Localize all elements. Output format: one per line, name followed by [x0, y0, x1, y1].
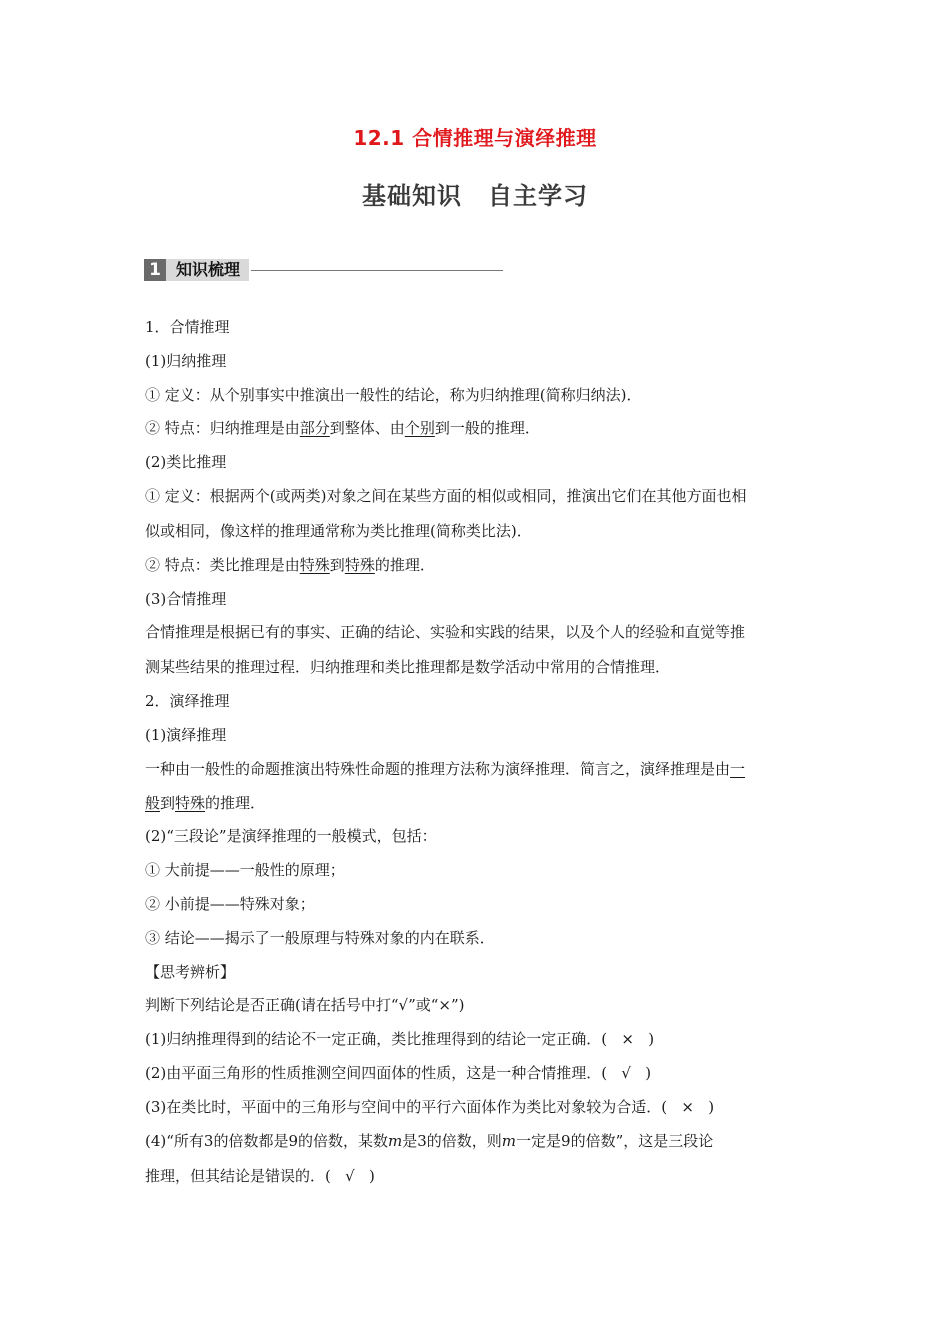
text-span: 一种由一般性的命题推演出特殊性命题的推理方法称为演绎推理．简言之，演绎推理是由: [145, 759, 731, 778]
blank-answer: 特殊: [175, 793, 206, 812]
text-span: 到一般的推理．: [434, 419, 540, 438]
question-4-line2: 推理，但其结论是错误的．( √ ): [145, 1166, 375, 1185]
blank-answer: 一: [730, 759, 746, 778]
answer-mark: ×: [621, 1030, 634, 1049]
plausible-paragraph-line2: 测某些结果的推理过程．归纳推理和类比推理都是数学活动中常用的合情推理．: [145, 658, 671, 677]
heading-2-2: (2)“三段论”是演绎推理的一般模式，包括：: [145, 827, 437, 846]
content-body: [145, 316, 810, 1198]
heading-2-1: (1)演绎推理: [145, 725, 227, 744]
text-span: ② 特点：归纳推理是由: [145, 419, 300, 438]
text-span: 一定是9的倍数”，这是三段论: [516, 1131, 714, 1150]
question-1: (1)归纳推理得到的结论不一定正确，类比推理得到的结论一定正确．( × ): [145, 1030, 655, 1049]
question-2: (2)由平面三角形的性质推测空间四面体的性质，这是一种合情推理．( √ ): [145, 1063, 652, 1082]
page-title: 12.1 合情推理与演绎推理: [353, 126, 597, 150]
section-number: 1: [144, 259, 166, 281]
section-divider: [251, 270, 503, 271]
section-header: [144, 259, 503, 281]
text-span: 是3的倍数，则: [402, 1131, 502, 1150]
blank-answer: 特殊: [344, 555, 375, 574]
question-text: (1)归纳推理得到的结论不一定正确，类比推理得到的结论一定正确．: [145, 1030, 602, 1049]
question-text: 推理，但其结论是错误的．: [145, 1166, 326, 1185]
syllogism-item-2: ② 小前提——特殊对象；: [145, 894, 315, 913]
variable: m: [501, 1131, 517, 1150]
heading-1-1: (1)归纳推理: [145, 351, 227, 370]
banner-left: 基础知识: [362, 182, 462, 210]
deduction-paragraph-line1: [145, 758, 810, 792]
analogy-feature: [145, 554, 810, 588]
induction-definition: ① 定义：从个别事实中推演出一般性的结论，称为归纳推理(简称归纳法)．: [145, 385, 642, 404]
analogy-definition-line1: ① 定义：根据两个(或两类)对象之间在某些方面的相似或相同，推演出它们在其他方面也相: [145, 486, 747, 505]
question-4-line1: [145, 1130, 810, 1165]
banner-right: 自主学习: [488, 182, 588, 210]
think-heading: 【思考辨析】: [145, 962, 236, 981]
heading-1: 1．合情推理: [145, 318, 230, 336]
heading-2: 2．演绎推理: [145, 692, 230, 711]
question-text: (3)在类比时，平面中的三角形与空间中的平行六面体作为类比对象较为合适．: [145, 1097, 662, 1116]
heading-1-2: (2)类比推理: [145, 453, 227, 472]
heading-1-3: (3)合情推理: [145, 589, 227, 608]
syllogism-item-1: ① 大前提——一般性的原理；: [145, 861, 345, 880]
section-banner: [0, 176, 950, 211]
blank-answer: 般: [145, 793, 161, 812]
text-span: 到: [329, 555, 345, 574]
think-intro: 判断下列结论是否正确(请在括号中打“√”或“×”): [145, 996, 465, 1015]
analogy-definition-line2: 似或相同，像这样的推理通常称为类比推理(简称类比法)．: [145, 521, 532, 540]
blank-answer: 个别: [404, 419, 435, 438]
variable: m: [388, 1131, 403, 1150]
text-span: (4)“所有3的倍数都是9的倍数，某数: [145, 1131, 389, 1150]
question-text: (2)由平面三角形的性质推测空间四面体的性质，这是一种合情推理．: [145, 1063, 602, 1082]
text-span: ② 特点：类比推理是由: [145, 555, 300, 574]
section-label: 知识梳理: [166, 259, 249, 281]
answer-mark: √: [621, 1063, 631, 1082]
deduction-paragraph-line2: [145, 792, 810, 826]
induction-feature: [145, 417, 810, 451]
text-span: 的推理．: [205, 793, 266, 812]
blank-answer: 部分: [299, 419, 330, 438]
blank-answer: 特殊: [299, 555, 330, 574]
answer-mark: ×: [681, 1097, 694, 1116]
syllogism-item-3: ③ 结论——揭示了一般原理与特殊对象的内在联系．: [145, 928, 495, 947]
text-span: 到: [160, 793, 176, 812]
text-span: 到整体、由: [329, 419, 405, 438]
answer-mark: √: [345, 1166, 355, 1185]
text-span: 的推理．: [374, 555, 435, 574]
plausible-paragraph-line1: 合情推理是根据已有的事实、正确的结论、实验和实践的结果，以及个人的经验和直觉等推: [145, 623, 746, 642]
question-3: (3)在类比时，平面中的三角形与空间中的平行六面体作为类比对象较为合适．( × ): [145, 1097, 715, 1116]
